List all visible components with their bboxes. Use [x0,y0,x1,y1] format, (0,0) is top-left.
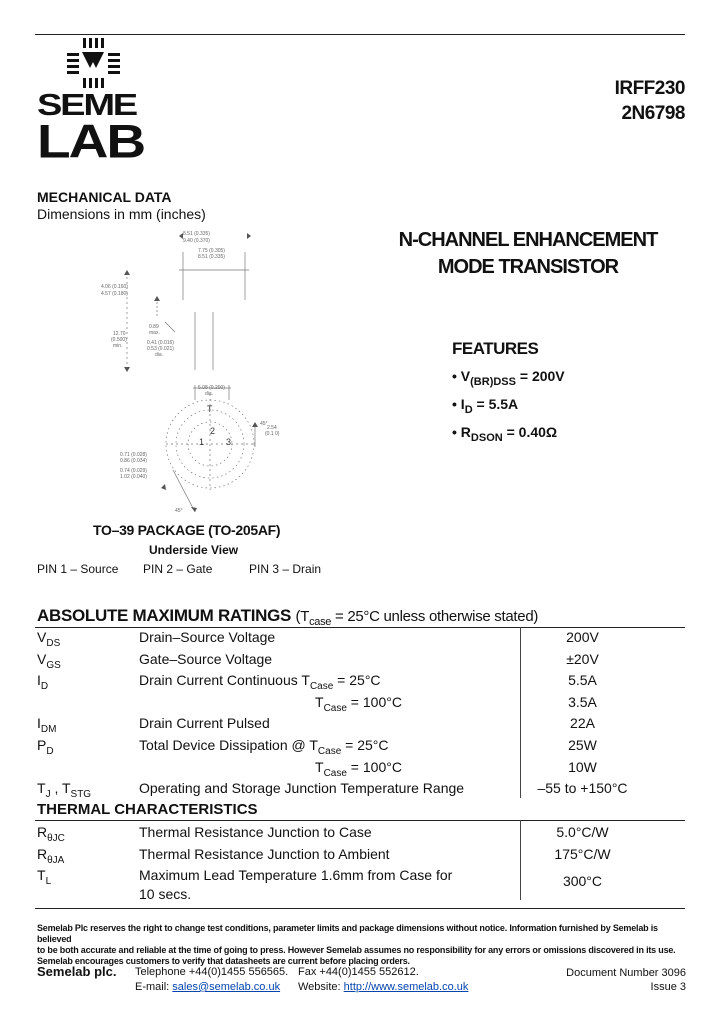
table-row: $V_{DS}$ Drain–Source Voltage 200V [37,629,599,649]
pin-3-label: PIN 3 – Drain [249,562,322,576]
pin-label-3: 3 [226,437,232,447]
table-row: $T_{Case} = 100^\circ C$ 10W [315,759,597,779]
ratings-top-rule [35,627,685,628]
absolute-max-ratings-heading: ABSOLUTE MAXIMUM RATINGS ($T_{case} = 25^\circ C$ unless otherwise stated) [37,606,539,628]
dim-label: 0.71 (0.028) [120,452,147,458]
dim-label: 0.74 (0.029) [120,468,147,474]
table-row: $P_D$ Total Device Dissipation @ $T_{Case} = 25^\circ C$ 25W [37,737,597,757]
dim-label: 12.70 [113,331,126,337]
dim-label: max. [149,330,160,336]
package-view: Underside View [149,543,239,557]
dim-label: 4.06 (0.160) [101,284,128,290]
table-row: $T_{Case} = 100^\circ C$ 3.5A [315,694,597,714]
device-title-line1: N-CHANNEL ENHANCEMENT [398,229,658,251]
table-row: $I_{DM}$ Drain Current Pulsed 22A [37,715,595,735]
dim-label: 8.51 (0.335) [198,254,225,260]
brand-name-line1: SEME [37,88,136,123]
pin-1-label: PIN 1 – Source [37,562,119,576]
mechanical-data-heading: MECHANICAL DATA [37,189,172,205]
brand-name-line2: LAB [37,115,145,169]
company-name: Semelab plc. [37,964,117,979]
dim-label: 2.54 [267,425,277,431]
table-row: $T_J$ , $T_{STG}$ Operating and Storage Junction Temperature Range –55 to +150°C [37,780,628,800]
svg-text:T: T [207,404,213,414]
email-line: E-mail: sales@semelab.co.uk [135,981,281,993]
feature-rdson: • $R_{DSON} = 0.40\Omega$ [452,424,558,444]
dim-label: 4.57 (0.180) [101,291,128,297]
website-line: Website: http://www.semelab.co.uk [298,981,469,993]
email-link[interactable]: sales@semelab.co.uk [172,981,281,993]
feature-vbrdss: • $V_{(BR)DSS} = 200V$ [452,368,565,388]
dim-label: 0.41 (0.016) [147,340,174,346]
dim-label: 45° [175,508,183,514]
part-number-2: 2N6798 [621,103,685,124]
website-link[interactable]: http://www.semelab.co.uk [343,981,469,993]
package-title: TO–39 PACKAGE (TO-205AF) [93,522,281,538]
pin-label-2: 2 [210,426,216,436]
table-row: $R_{\theta JA}$ Thermal Resistance Junction to Ambient 175°C/W [37,846,611,866]
dim-label: 7.75 (0.305) [198,248,225,254]
table-row: $V_{GS}$ Gate–Source Voltage ±20V [37,651,599,671]
thermal-heading: THERMAL CHARACTERISTICS [37,801,258,818]
feature-id: • $I_D = 5.5A$ [452,396,519,416]
part-number-1: IRFF230 [614,78,685,99]
top-rule [35,34,685,35]
dim-label: 8.51 (0.335) [183,231,210,237]
telephone: Telephone +44(0)1455 556565. [135,966,289,978]
features-heading: FEATURES [452,339,539,358]
table-row: $I_D$ Drain Current Continuous $T_{Case} = 25^\circ C$ 5.5A [37,672,597,692]
table-row: $T_L$ Maximum Lead Temperature 1.6mm from Case for 10 secs. 300°C [37,867,603,902]
dim-label: 5.08 (0.200) [198,385,225,391]
dim-label: 45° [260,421,268,427]
package-drawing [95,222,295,517]
dimensions-units: Dimensions in mm (inches) [37,206,206,222]
dim-label: (0.500) [111,337,127,343]
dim-label: dia. [155,352,164,358]
dim-label: min. [113,343,123,349]
table-row: $R_{\theta JC}$ Thermal Resistance Junction to Case 5.0°C/W [37,824,609,844]
pin-label-1: 1 [199,437,205,447]
dim-label: 1.02 (0.040) [120,474,147,480]
dim-label: 0.89 [149,324,159,330]
fax: Fax +44(0)1455 552612. [298,966,419,978]
thermal-top-rule [35,820,685,821]
disclaimer: Semelab Plc reserves the right to change test conditions, parameter limits and package dimensions without notice. Information furnished by Semelab is believed to be both accurate and reliable at the time of going to press. However Semelab assumes no responsibility for any errors or omissions discovered in its use. Semelab encourages customers to verify that datasheets are current before placing orders. [37,923,676,966]
pin-2-label: PIN 2 – Gate [143,562,213,576]
device-title-line2: MODE TRANSISTOR [437,256,619,278]
semelab-logo-mark [64,38,124,88]
footer-top-rule [35,908,685,909]
document-number: Document Number 3096 [566,967,686,979]
dim-label: 0.86 (0.034) [120,458,147,464]
dim-label: dia. [205,391,214,397]
dim-label: (0.1 0) [265,431,280,437]
dim-label: 9.40 (0.370) [183,238,210,244]
issue-number: Issue 3 [650,981,686,993]
dim-label: 0.53 (0.021) [147,346,174,352]
